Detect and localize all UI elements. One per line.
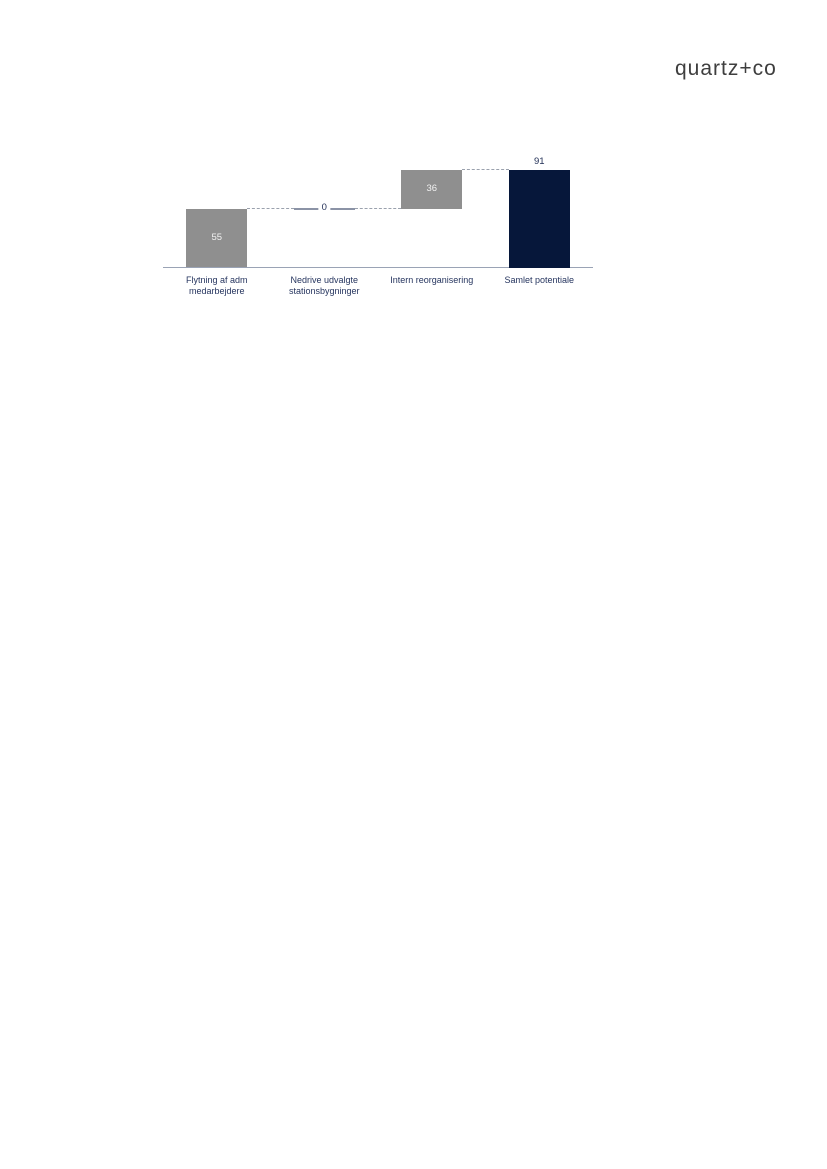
quartz-co-logo: quartz+co xyxy=(675,57,777,80)
bar-value-label: 0 xyxy=(319,202,330,213)
connector-line xyxy=(247,208,294,209)
bar-value-label: 55 xyxy=(211,232,223,244)
bar-value-label: 91 xyxy=(533,156,545,167)
category-label: Intern reorganisering xyxy=(390,275,474,285)
connector-line xyxy=(462,169,509,170)
category-label: Flytning af adm medarbejdere xyxy=(185,275,248,296)
waterfall-bar xyxy=(509,170,570,268)
category-label: Samlet potentiale xyxy=(504,275,575,285)
chart-plot-area xyxy=(163,145,593,268)
bar-value-label: 36 xyxy=(426,183,438,195)
category-label: Nedrive udvalgte stationsbygninger xyxy=(288,275,360,296)
connector-line xyxy=(355,208,402,209)
waterfall-chart xyxy=(163,145,593,305)
x-axis-labels xyxy=(163,275,593,305)
